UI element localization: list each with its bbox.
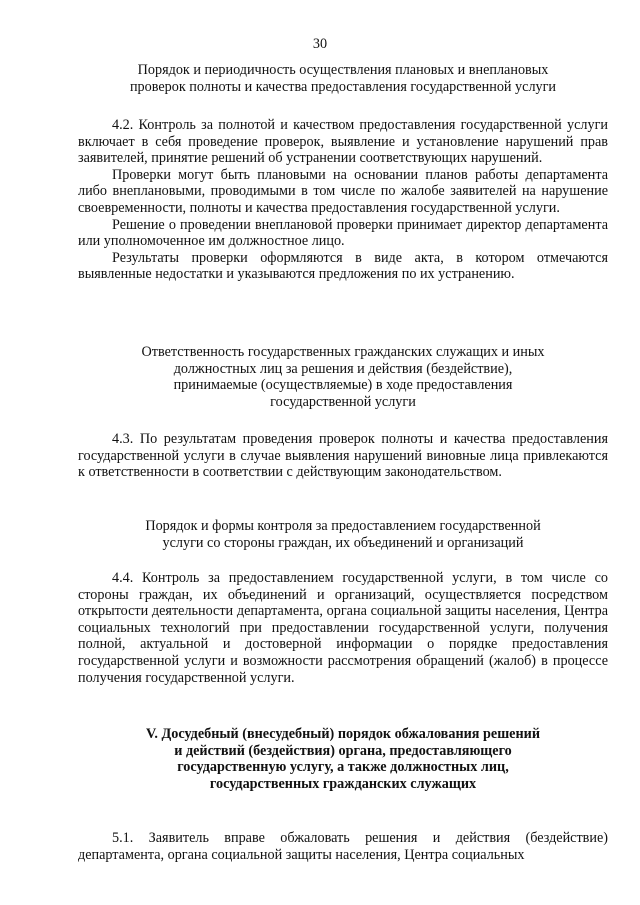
paragraph-4-4: 4.4. Контроль за предоставлением государственной услуги, в том числе со стороны граждан, их объединений и организаций, осуществляется посредством открытости деятельности департамента, органа социальной защиты населения, Центра социальных технологий при предоставлении государственной услуги, получения полной, актуальной и достоверной информации о порядке предоставления государственной услуги и возможности рассмотрения обращений (жалоб) в процессе получения государственной услуги.	[78, 570, 608, 686]
heading-line: проверок полноты и качества предоставления государственной услуги	[129, 78, 557, 95]
paragraph-4-2: 4.2. Контроль за полнотой и качеством предоставления государственной услуги включает в себя проведение проверок, выявление и установление нарушений прав заявителей, принятие решений об устранении соответствующих нарушений.	[78, 117, 608, 167]
heading-section-v	[78, 726, 608, 792]
paragraph-unscheduled-decision: Решение о проведении внеплановой проверки принимает директор департамента или уполномоченное им должностное лицо.	[78, 216, 608, 250]
section-5-1	[78, 830, 608, 863]
section-4-2	[78, 117, 608, 283]
heading-line: государственных гражданских служащих	[209, 775, 477, 792]
heading-line: Порядок и периодичность осуществления плановых и внеплановых	[137, 62, 549, 78]
page-number: 30	[312, 36, 328, 52]
paragraph-5-1: 5.1. Заявитель вправе обжаловать решения и действия (бездействие) департамента, органа социальной защиты населения, Центра социальных	[78, 830, 608, 863]
heading-line: V. Досудебный (внесудебный) порядок обжалования решений	[146, 726, 540, 742]
heading-line: государственную услугу, а также должностных лиц,	[177, 759, 509, 776]
heading-line: государственной услуги	[270, 393, 416, 410]
heading-line: должностных лиц за решения и действия (бездействие),	[173, 360, 513, 377]
paragraph-check-results: Результаты проверки оформляются в виде акта, в котором отмечаются выявленные недостатки и указываются предложения по их устранению.	[78, 249, 608, 283]
heading-line: услуги со стороны граждан, их объединений и организаций	[162, 534, 524, 551]
heading-line: принимаемые (осуществляемые) в ходе предоставления	[173, 377, 513, 394]
heading-control-forms	[78, 518, 608, 551]
heading-planned-checks	[78, 62, 608, 95]
paragraph-4-3: 4.3. По результатам проведения проверок полноты и качества предоставления государственной услуги в случае выявления нарушений виновные лица привлекаются к ответственности в соответствии с действующим законодательством.	[78, 431, 608, 481]
section-4-4	[78, 570, 608, 686]
heading-line: и действий (бездействия) органа, предоставляющего	[174, 742, 512, 759]
section-4-3	[78, 431, 608, 481]
heading-line: Порядок и формы контроля за предоставлением государственной	[145, 518, 541, 534]
paragraph-check-types: Проверки могут быть плановыми на основании планов работы департамента либо внеплановыми, проводимыми в том числе по жалобе заявителей на нарушение своевременности, полноты и качества предоставления государственной услуги.	[78, 166, 608, 216]
heading-line: Ответственность государственных гражданских служащих и иных	[141, 344, 545, 360]
heading-responsibility	[78, 344, 608, 410]
